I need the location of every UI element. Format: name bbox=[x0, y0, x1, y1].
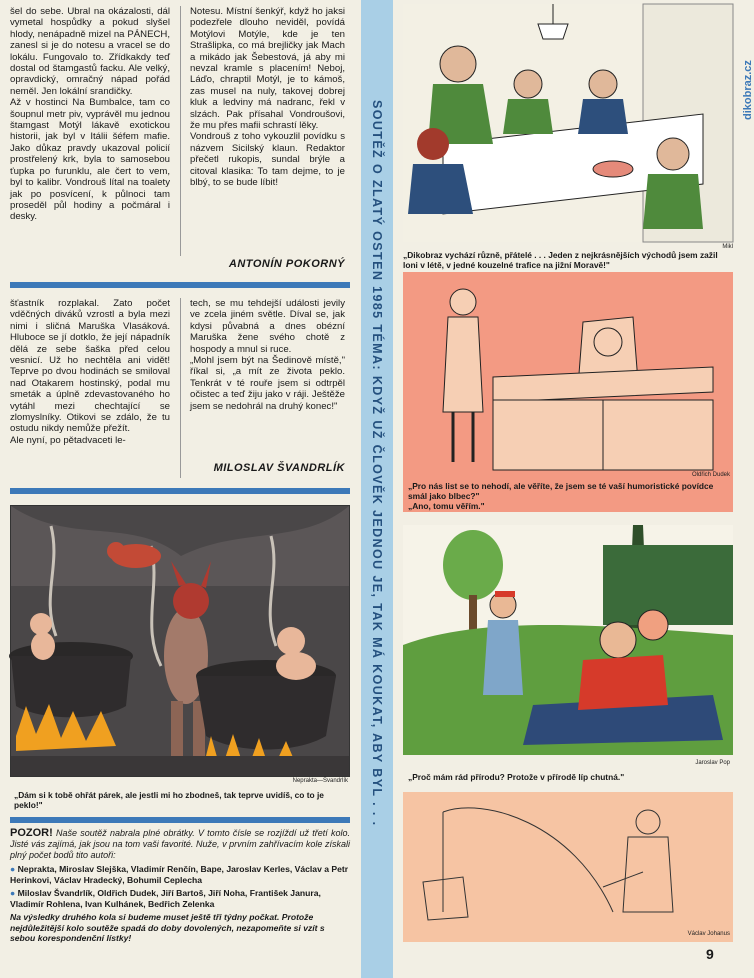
pozor-list-1-text: Neprakta, Miroslav Slejška, Vladimír Renčín, Bape, Jaroslav Kerles, Václav a Petr Herinkovi, Václav Hradecký, Bohumil Ceplecha bbox=[10, 864, 349, 885]
cartoon-4-credit: Václav Johanus bbox=[687, 931, 730, 937]
hell-cartoon-caption: „Dám si k tobě ohřát párek, ale jestli mi ho zbodneš, tak teprve uvidíš, co to je peklo!" bbox=[14, 790, 324, 810]
cartoon-4 bbox=[403, 792, 733, 942]
page-number: 9 bbox=[706, 946, 714, 962]
cartoon-1 bbox=[403, 4, 733, 242]
column-divider bbox=[180, 298, 181, 478]
story1-author: ANTONÍN POKORNÝ bbox=[228, 258, 345, 270]
pozor-list-1 bbox=[10, 864, 350, 885]
bullet-icon: ● bbox=[10, 864, 16, 874]
cartoon-3-credit: Jaroslav Pop bbox=[695, 760, 730, 766]
section-divider-2 bbox=[10, 488, 350, 494]
section-divider-3 bbox=[10, 817, 350, 823]
cartoon-1-illustration bbox=[403, 4, 733, 242]
pozor-intro-text: Naše soutěž nabrala plné obrátky. V tomto čísle se rozjíždí už třetí kolo. Jisté vás zajímá, jak jsou na tom vaši favorité. Nuže, v prvním zahřívacím kole získali plný počet bodů tito autoři: bbox=[10, 828, 350, 860]
cartoon-3-caption: „Proč mám rád přírodu? Protože v přírodě líp chutná." bbox=[408, 772, 625, 782]
pozor-heading: POZOR! bbox=[10, 827, 53, 839]
column-divider bbox=[180, 6, 181, 256]
cartoon-2-caption: „Pro nás list se to nehodí, ale věříte, že jsem se té vaší humoristické povídce smál jako blbec?" „Ano, tomu věřím." bbox=[408, 481, 714, 511]
story2-col2: tech, se mu tehdejší události jevily ve zcela jiném světle. Díval se, jak kdysi půvabná a dnes obézní Maruška žene svého chotě z hospody a mnul si ruce. „Mohl jsem být na Šedinově místě," říkal si, „a mít ze života peklo. Tenkrát v té rouře jsem si odtrpěl očistec a teď žiju jako v ráji. Ještěže jsem se nedohrál na druhý konec!" bbox=[190, 298, 345, 412]
cartoon-4-illustration bbox=[403, 792, 733, 932]
contest-banner-text: SOUTĚŽ O ZLATÝ OSTEN 1985 TÉMA: KDYŽ UŽ ČLOVĚK JEDNOU JE, TAK MÁ KOUKAT, ABY BYL . . . bbox=[370, 100, 384, 827]
pozor-box bbox=[10, 828, 350, 944]
story1-col2: Notesu. Místní šenkýř, když ho jaksi podezřele dlouho neviděl, povídá Motýlovi Motýle, kde je ten Strašlipka, co má brejličky jak Mach a mikádo jak Šebestová, já aby mi nevzal kramle s placením! Neboj, Láďo, chraptil Motýl, je to kámoš, zas musel na nuly, takovej dobrej kluk a ledviny má nadranc, řekl v slzách. Pak přísahal Vondroušovi, že mu přes mafii schrastí lěky. Vondrouš z toho vykouzlil povídku s názvem Sicilský klaun. Redaktor přečetl rukopis, sundal brýle a citoval klasika: To tam dejme, to je blbý, to se bude líbit! bbox=[190, 6, 345, 189]
story1-col1: šel do sebe. Ubral na okázalosti, dál vymetal hospůdky a pokud slyšel hlody, nenápadně mizel na PÁNECH, zanesl si je do notesu a vracel se do lokálu. Fungovalo to. Zřídkakdy teď dostal od štamgastů facku. Ale velký, opravdický, omračný nápad pořád neměl. Jen lokální srandičky. Až v hostinci Na Bumbalce, tam co šoupnul metr piv, vyprávěl mu jednou štamgast Motýl lákavě exotickou historii, jak byl v Itálii šéfem mafie. Jako důkaz pravdy ukazoval policií prostřelený krk, byla to samosebou ťupka po furunklu, ale čert to vem, byl to kalibr. Vondrouš lítal na toalety jak po posvícení, k půlnoci tam proseděl půl hodiny a počmáral i desky. bbox=[10, 6, 170, 223]
section-divider-1 bbox=[10, 282, 350, 288]
pozor-list-2-text: Miloslav Švandrlík, Oldřich Dudek, Jiří Bartoš, Jiří Noha, František Janura, Vladimír Rohlena, Ivan Kulhánek, Bedřich Zelenka bbox=[10, 888, 321, 909]
pozor-intro bbox=[10, 828, 350, 861]
hell-cartoon bbox=[10, 505, 350, 777]
story2-author: MILOSLAV ŠVANDRLÍK bbox=[213, 462, 345, 474]
cartoon-1-credit: Mikl bbox=[722, 244, 733, 250]
cartoon-2-credit: Oldřich Dudek bbox=[691, 472, 730, 478]
cartoon-1-caption: „Dikobraz vychází různě, přátelé . . . Jeden z nejkrásnějších východů jsem zažil loni v létě, v jedné kouzelné trafice na jižní Moravě!" bbox=[403, 250, 718, 270]
contest-banner bbox=[361, 0, 393, 978]
cartoon-3 bbox=[403, 525, 733, 755]
cartoon-2-illustration bbox=[403, 272, 733, 477]
cartoon-3-illustration bbox=[403, 525, 733, 755]
hell-cartoon-illustration bbox=[11, 506, 349, 776]
hell-cartoon-credit: Neprakta—Švandrlík bbox=[292, 778, 348, 784]
pozor-list-2 bbox=[10, 888, 350, 909]
bullet-icon: ● bbox=[10, 888, 16, 898]
story2-col1: šťastník rozplakal. Zato počet vděčných diváků vzrostl a byla mezi nimi i sličná Maruška Vlasáková. Hluboce se jí dotklo, že její nápadník dělá ze sebe šaška před celou vesnicí. Už ho nechtěla ani vidět! Teprve po dvou hodinách se smiloval nad Otakarem hostinský, podal mu smeták a úplně zdevastovaného ho vytáhl mezi chechtající se zlomyslníky. Otikovi se zdálo, že tu ostudu nikdy nemůže přežít. Ale nyní, po pětadvaceti le- bbox=[10, 298, 170, 446]
site-watermark-text: dikobraz.cz bbox=[742, 60, 754, 120]
pozor-outro: Na výsledky druhého kola si budeme muset ještě tři týdny počkat. Protože nejdůležitější kolo soutěže spadá do doby dovolených, nezapomeňte si vzít s sebou korespondenční lístky! bbox=[10, 912, 325, 943]
site-watermark bbox=[726, 10, 754, 130]
